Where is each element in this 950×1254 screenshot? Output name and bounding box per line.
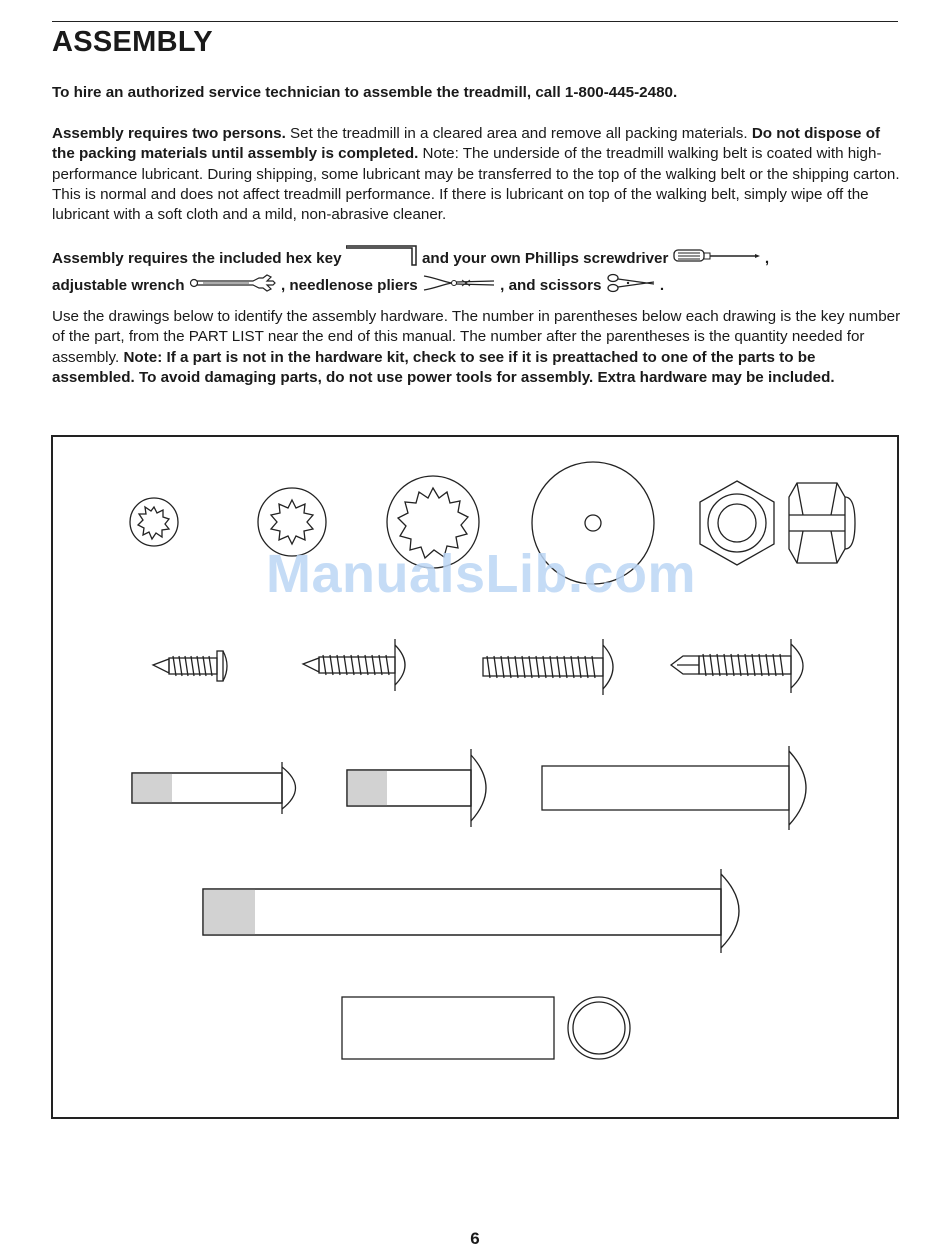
page-title: ASSEMBLY bbox=[52, 26, 213, 58]
wrench-icon bbox=[189, 274, 277, 298]
hex-key-icon bbox=[346, 245, 418, 273]
machine-screw-icon bbox=[483, 639, 613, 695]
hardware-note-text: Use the drawings below to identify the assembly hardware. The number in parentheses below each drawing is the key number of the part, from the PART LIST near the end of this manual. The number after the parentheses is the quantity needed for assembly. bbox=[52, 308, 901, 366]
hardware-note-paragraph bbox=[52, 307, 902, 388]
technician-note: To hire an authorized service technician to assemble the treadmill, call 1-800-445-2480. bbox=[52, 84, 678, 101]
header-rule bbox=[52, 21, 898, 22]
tools-text-5: , needlenose pliers bbox=[276, 277, 422, 295]
short-button-bolt-icon bbox=[132, 762, 296, 814]
screwdriver-icon bbox=[673, 247, 761, 271]
hardware-identification-chart bbox=[51, 435, 899, 1119]
spacer-tube-icon bbox=[342, 997, 554, 1059]
small-tapping-screw-icon bbox=[153, 651, 227, 681]
long-button-bolt-icon bbox=[542, 746, 806, 830]
tools-text-2: and your own Phillips screwdriver bbox=[417, 250, 673, 268]
preparation-paragraph bbox=[52, 124, 902, 225]
hex-nut-icon bbox=[700, 481, 774, 565]
tools-paragraph bbox=[52, 245, 902, 300]
tools-text-6: , and scissors bbox=[495, 277, 606, 295]
small-star-washer-icon bbox=[130, 498, 178, 546]
spacer-end-view-icon bbox=[568, 997, 630, 1059]
medium-button-bolt-icon bbox=[347, 749, 486, 827]
prep-text-2: Note: The underside of the treadmill walking belt is coated with high-performance lubricant. During shipping, some lubricant may be transferred to the top of the walking belt or the shipping carton. This is normal and does not affect treadmill performance. If there is lubricant on top of the walking belt, simply wipe off the lubricant with a soft cloth and a mild, non-abrasive cleaner. bbox=[52, 145, 900, 224]
two-persons-note: Assembly requires two persons. bbox=[52, 125, 286, 142]
page-number: 6 bbox=[470, 1229, 480, 1248]
prep-text-1: Set the treadmill in a cleared area and remove all packing materials. bbox=[285, 125, 752, 142]
tools-text-4: adjustable wrench bbox=[52, 277, 189, 295]
hardware-warning: Note: If a part is not in the hardware kit, check to see if it is preattached to one of the parts to be assembled. To avoid damaging parts, do not use power tools for assembly. Extra hardware may be included. bbox=[52, 348, 835, 386]
watermark: ManualsLib.com bbox=[266, 544, 697, 604]
medium-tapping-screw-icon bbox=[303, 639, 405, 691]
self-drilling-screw-icon bbox=[671, 639, 803, 693]
packing-warning: Do not dispose of the packing materials until assembly is completed. bbox=[52, 125, 881, 163]
tools-text-7: . bbox=[655, 277, 665, 295]
tools-text-3: , bbox=[760, 250, 770, 268]
scissors-icon bbox=[606, 273, 656, 299]
extra-long-button-bolt-icon bbox=[203, 869, 739, 953]
tools-text-1: Assembly requires the included hex key bbox=[52, 250, 346, 268]
nylon-lock-nut-icon bbox=[789, 483, 855, 563]
pliers-icon bbox=[422, 274, 496, 298]
